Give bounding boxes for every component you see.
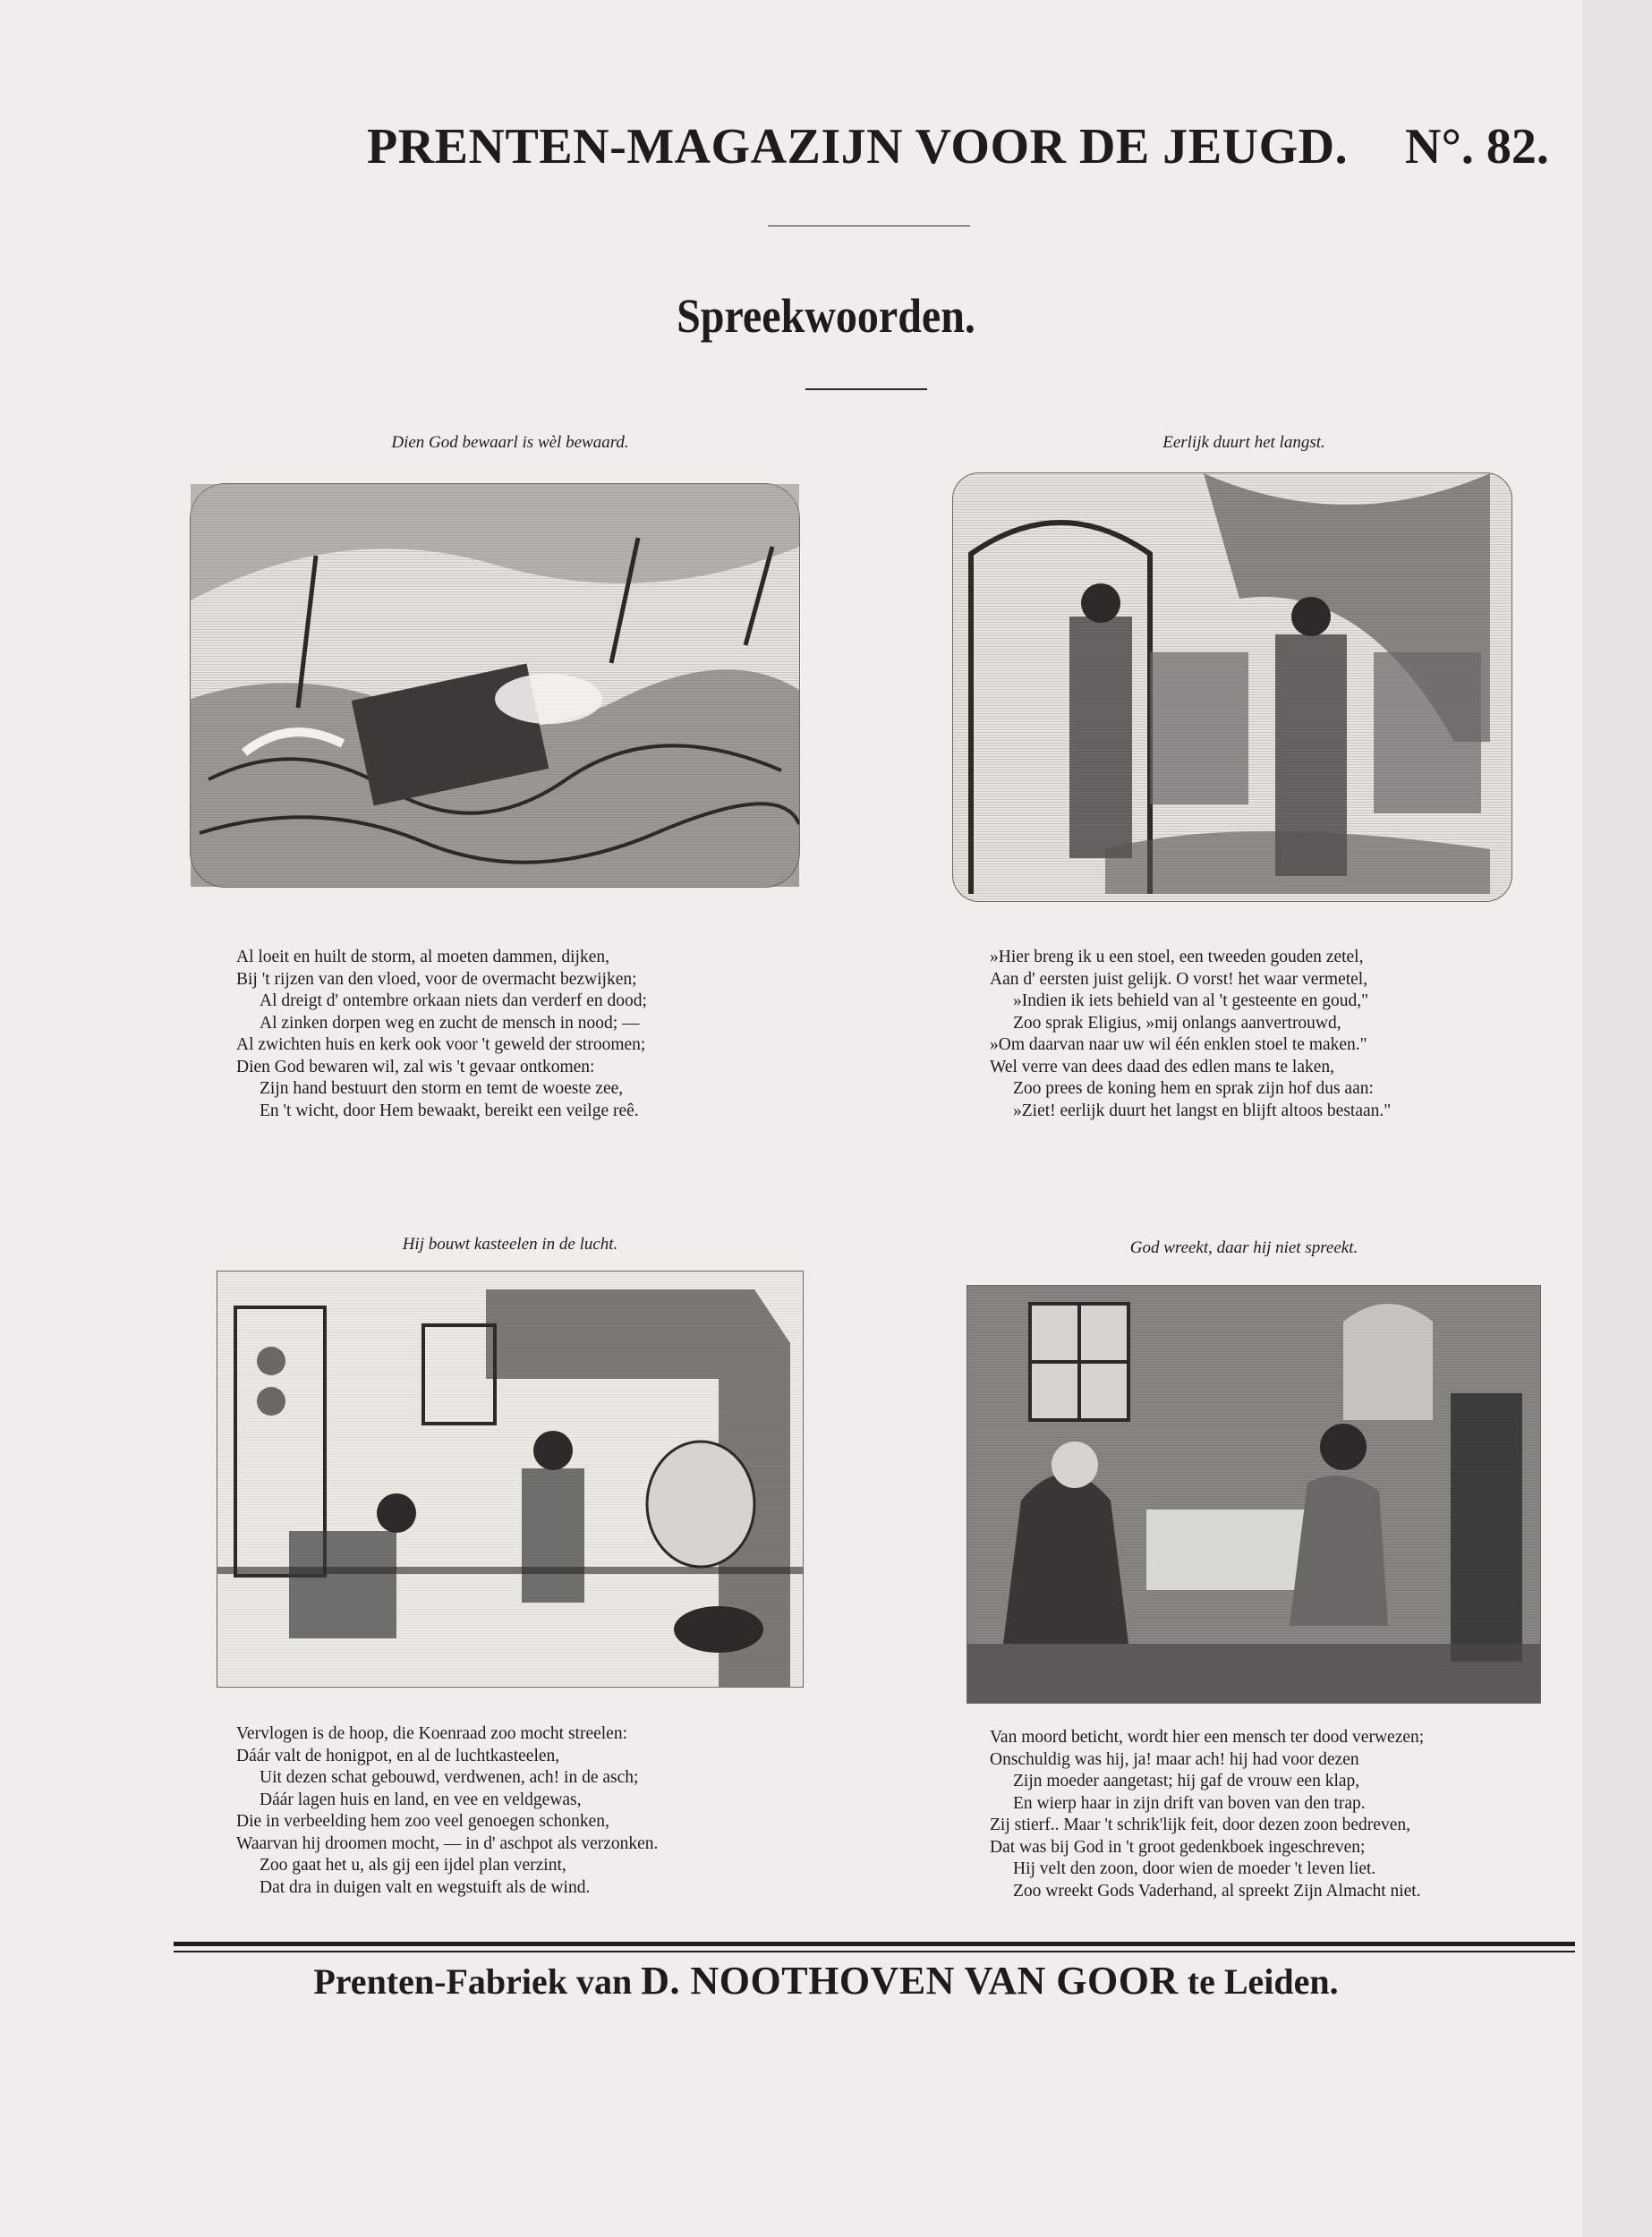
verse-line: Dat dra in duigen valt en wegstuift als de wind.: [260, 1877, 591, 1897]
panel-2-verse: [990, 947, 1391, 1122]
panel-2-caption: Eerlijk duurt het langst.: [1162, 433, 1325, 452]
verse-line: Wel verre van dees daad des edlen mans te laken,: [990, 1057, 1335, 1076]
publisher-name: D. NOOTHOVEN VAN GOOR: [641, 1959, 1179, 2003]
panel-3-illustration: [217, 1271, 804, 1688]
issue-number: N°. 82.: [1405, 119, 1549, 174]
panel-3-verse: [236, 1723, 658, 1899]
verse-line: Van moord beticht, wordt hier een mensch ter dood verwezen;: [990, 1728, 1425, 1747]
verse-line: Zijn moeder aangetast; hij gaf de vrouw een klap,: [1013, 1772, 1360, 1790]
masthead-title: PRENTEN-MAGAZIJN VOOR DE JEUGD.: [367, 119, 1349, 174]
verse-line: »Om daarvan naar uw wil één enklen stoel te maken.": [990, 1035, 1367, 1054]
verse-line: Die in verbeelding hem zoo veel genoegen schonken,: [236, 1812, 609, 1831]
verse-line: En wierp haar in zijn drift van boven van den trap.: [1013, 1793, 1366, 1813]
verse-line: En 't wicht, door Hem bewaakt, bereikt een veilge reê.: [260, 1101, 639, 1120]
verse-line: Al zwichten huis en kerk ook voor 't geweld der stroomen;: [236, 1035, 646, 1054]
panel-1-verse: [236, 947, 647, 1122]
panel-1-caption: Dien God bewaarl is wèl bewaard.: [391, 433, 629, 452]
verse-line: Hij velt den zoon, door wien de moeder 't leven liet.: [1013, 1859, 1376, 1878]
verse-line: Aan d' eersten juist gelijk. O vorst! het waar vermetel,: [990, 969, 1368, 989]
verse-line: Uit dezen schat gebouwd, verdwenen, ach! in de asch;: [260, 1768, 639, 1787]
verse-line: Vervlogen is de hoop, die Koenraad zoo mocht streelen:: [236, 1724, 627, 1743]
verse-line: Al loeit en huilt de storm, al moeten dammen, dijken,: [236, 948, 609, 966]
verse-line: Dáár valt de honigpot, en al de luchtkasteelen,: [236, 1746, 560, 1765]
throne-room-icon: [953, 473, 1511, 901]
footer-rule-thick: [174, 1942, 1575, 1946]
verse-line: Al zinken dorpen weg en zucht de mensch in nood; —: [260, 1013, 640, 1033]
imprint-prefix: Prenten-Fabriek van: [313, 1961, 633, 2002]
verse-line: Waarvan hij droomen mocht, — in d' aschpot als verzonken.: [236, 1833, 659, 1853]
verse-line: Zoo sprak Eligius, »mij onlangs aanvertrouwd,: [1013, 1013, 1341, 1033]
verse-line: »Indien ik iets behield van al 't gesteente en goud,": [1013, 991, 1369, 1010]
verse-line: Onschuldig was hij, ja! maar ach! hij had voor dezen: [990, 1749, 1359, 1769]
verse-line: Dat was bij God in 't groot gedenkboek ingeschreven;: [990, 1837, 1366, 1857]
verse-line: Zoo prees de koning hem en sprak zijn hof dus aan:: [1013, 1079, 1374, 1098]
verse-line: Zoo wreekt Gods Vaderhand, al spreekt Zijn Almacht niet.: [1013, 1881, 1421, 1901]
verse-line: Zijn hand bestuurt den storm en temt de woeste zee,: [260, 1079, 624, 1098]
panel-4-illustration: [967, 1285, 1541, 1704]
verse-line: Al dreigt d' ontembre orkaan niets dan verderf en dood;: [260, 991, 647, 1010]
verse-line: »Hier breng ik u een stoel, een tweeden gouden zetel,: [990, 948, 1364, 966]
section-title: Spreekwoorden.: [677, 289, 975, 344]
footer-rule-thin: [174, 1951, 1575, 1952]
storm-flood-icon: [191, 484, 799, 887]
verse-line: Zoo gaat het u, als gij een ijdel plan verzint,: [260, 1856, 566, 1875]
verse-line: Zij stierf.. Maar 't schrik'lijk feit, door dezen zoon bedreven,: [990, 1816, 1410, 1834]
panel-4-caption: God wreekt, daar hij niet spreekt.: [1129, 1238, 1358, 1257]
panel-4-verse: [990, 1727, 1424, 1902]
publisher-imprint: [0, 1958, 1652, 2003]
masthead: [367, 118, 1575, 181]
panel-2-illustration: [952, 472, 1512, 902]
verse-line: Dien God bewaren wil, zal wis 't gevaar ontkomen:: [236, 1057, 595, 1076]
panel-3-caption: Hij bouwt kasteelen in de lucht.: [402, 1235, 618, 1254]
verse-line: Bij 't rijzen van den vloed, voor de overmacht bezwijken;: [236, 969, 637, 989]
masthead-rule: [768, 225, 970, 226]
prison-cell-icon: [967, 1286, 1540, 1703]
verse-line: Dáár lagen huis en land, en vee en veldgewas,: [260, 1790, 582, 1809]
imprint-suffix: te Leiden.: [1187, 1961, 1339, 2002]
kitchen-hearth-icon: [217, 1272, 803, 1687]
panel-1-illustration: [190, 483, 800, 888]
verse-line: »Ziet! eerlijk duurt het langst en blijft altoos bestaan.": [1013, 1101, 1392, 1120]
section-rule: [805, 388, 927, 390]
